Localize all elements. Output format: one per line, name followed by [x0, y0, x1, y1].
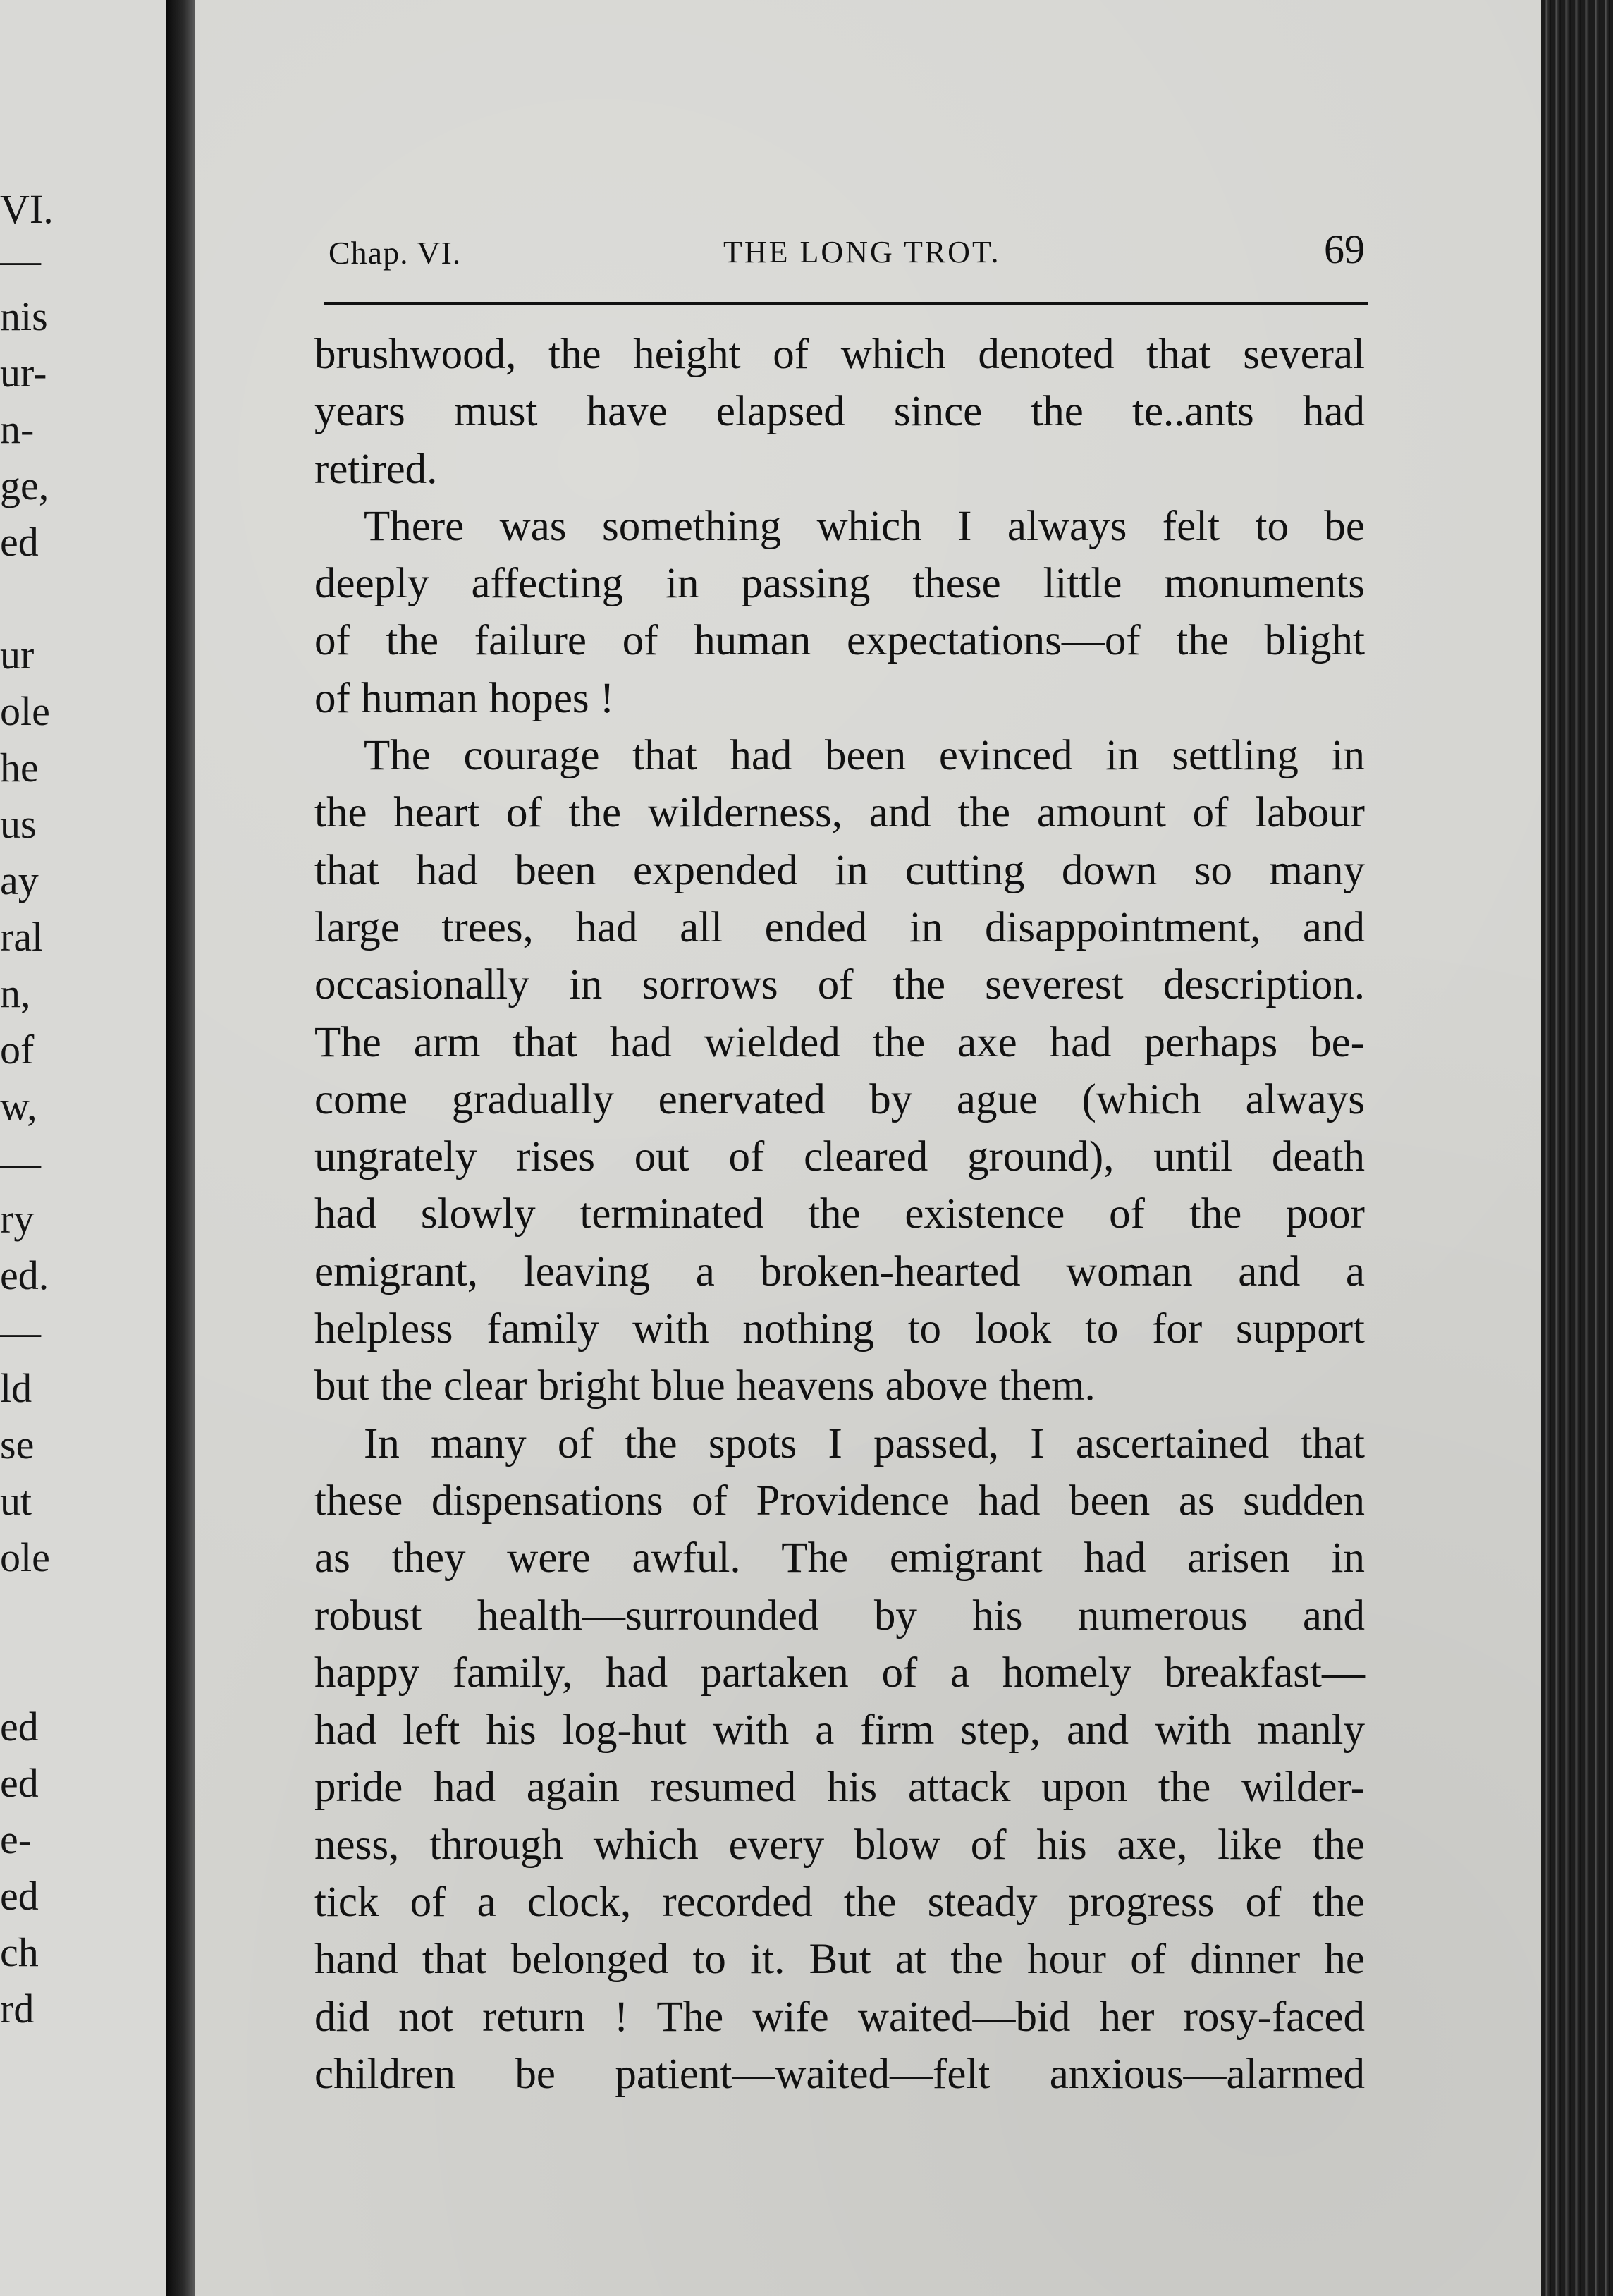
- page-number: 69: [1324, 226, 1365, 272]
- text-line: had slowly terminated the existence of the poor: [314, 1190, 1365, 1238]
- facing-page-text: ld: [0, 1365, 32, 1411]
- facing-page-fragment: [0, 0, 166, 2296]
- header-rule: [324, 302, 1368, 305]
- facing-page-text: e-: [0, 1816, 32, 1862]
- text-line: There was something which I always felt to be: [364, 502, 1365, 550]
- facing-page-text: ed.: [0, 1252, 49, 1298]
- text-line: children be patient—waited—felt anxious—alarmed: [314, 2050, 1365, 2098]
- text-line: The courage that had been evinced in settling in: [364, 732, 1365, 780]
- page-edges: [1541, 0, 1613, 2296]
- chapter-label: Chap. VI.: [329, 235, 462, 271]
- facing-page-text: ed: [0, 1873, 39, 1919]
- text-line: robust health—surrounded by his numerous and: [314, 1592, 1365, 1639]
- text-line: brushwood, the height of which denoted that several: [314, 331, 1365, 378]
- text-line: did not return ! The wife waited—bid her rosy-faced: [314, 1993, 1365, 2041]
- facing-page-text: —: [0, 1140, 41, 1185]
- text-line: years must have elapsed since the te..ants had: [314, 388, 1365, 436]
- text-line: In many of the spots I passed, I ascertained that: [364, 1419, 1365, 1467]
- text-line: but the clear bright blue heavens above them.: [314, 1362, 1096, 1410]
- facing-page-text: —: [0, 1309, 41, 1355]
- running-header: [329, 226, 1365, 282]
- facing-page-text: ch: [0, 1929, 39, 1975]
- text-line: The arm that had wielded the axe had perhaps be-: [314, 1018, 1365, 1066]
- text-line: retired.: [314, 445, 438, 493]
- text-line: large trees, had all ended in disappointment, and: [314, 903, 1365, 951]
- facing-page-text: us: [0, 801, 37, 847]
- text-line: of human hopes !: [314, 674, 615, 722]
- book-gutter: [166, 0, 195, 2296]
- facing-page-text: ed: [0, 519, 39, 565]
- text-line: as they were awful. The emigrant had arisen in: [314, 1534, 1365, 1582]
- text-line: had left his log-hut with a firm step, and with manly: [314, 1706, 1365, 1754]
- facing-page-text: ral: [0, 914, 44, 960]
- text-line: hand that belonged to it. But at the hour of dinner he: [314, 1936, 1365, 1984]
- facing-page-text: ry: [0, 1196, 35, 1242]
- facing-page-text: ole: [0, 688, 50, 734]
- facing-page-text: ed: [0, 1704, 39, 1750]
- text-line: emigrant, leaving a broken-hearted woman and a: [314, 1247, 1365, 1295]
- facing-page-text: nis: [0, 293, 48, 339]
- text-line: tick of a clock, recorded the steady progress of the: [314, 1879, 1365, 1926]
- facing-page-text: ur: [0, 632, 35, 678]
- facing-page-text: w,: [0, 1083, 37, 1129]
- facing-page-text: he: [0, 745, 39, 790]
- facing-page-text: ole: [0, 1534, 50, 1580]
- text-line: of the failure of human expectations—of the blight: [314, 617, 1365, 665]
- facing-page-text: n,: [0, 970, 31, 1016]
- facing-page-text: n-: [0, 406, 35, 452]
- facing-page-text: VI.: [0, 186, 54, 232]
- facing-page-text: of: [0, 1027, 35, 1073]
- text-line: helpless family with nothing to look to for support: [314, 1305, 1365, 1353]
- facing-page-text: ay: [0, 857, 39, 903]
- text-line: the heart of the wilderness, and the amount of labour: [314, 789, 1365, 837]
- text-line: deeply affecting in passing these little monuments: [314, 560, 1365, 608]
- text-line: these dispensations of Providence had been as sudden: [314, 1477, 1365, 1525]
- text-line: pride had again resumed his attack upon the wilder-: [314, 1764, 1365, 1812]
- text-line: come gradually enervated by ague (which always: [314, 1075, 1365, 1123]
- facing-page-text: se: [0, 1422, 35, 1467]
- page-body: [314, 326, 1365, 2103]
- text-line: ungrately rises out of cleared ground), until death: [314, 1133, 1365, 1181]
- text-line: that had been expended in cutting down so many: [314, 846, 1365, 894]
- running-title: THE LONG TROT.: [723, 235, 1001, 269]
- text-line: ness, through which every blow of his axe, like the: [314, 1821, 1365, 1869]
- facing-page-text: ge,: [0, 463, 49, 508]
- facing-page-text: ut: [0, 1478, 32, 1524]
- facing-page-text: ur-: [0, 350, 47, 396]
- facing-page-text: —: [0, 237, 41, 283]
- book-page: [195, 0, 1541, 2296]
- text-line: occasionally in sorrows of the severest description.: [314, 961, 1365, 1009]
- facing-page-text: rd: [0, 1986, 35, 2032]
- facing-page-text: ed: [0, 1760, 39, 1806]
- text-line: happy family, had partaken of a homely breakfast—: [314, 1649, 1365, 1697]
